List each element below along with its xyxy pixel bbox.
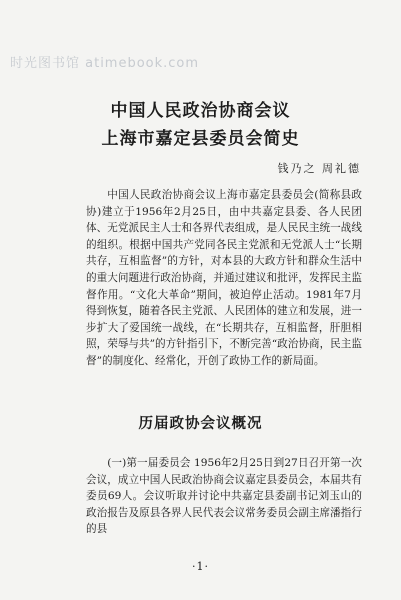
page-number: ·1· [192,560,209,573]
section-heading: 历届政协会议概况 [138,415,263,432]
title-line-2: 上海市嘉定县委员会简史 [101,129,300,149]
watermark: 时光图书馆 atimebook.com [10,56,200,71]
intro-paragraph: 中国人民政治协商会议上海市嘉定县委员会(简称县政协)建立于1956年2月25日，由中共嘉定县委、各人民团体、无党派民主人士和各界代表组成，是人民民主统一战线的组织。根据中国共产党同各民主党派和无党派人士“长期共存，互相监督”的方针，对本县的大政方针和群众生活中的重大问题进行政治协商，并通过建议和批评，发挥民主监督作用。“文化大革命”期间，被迫停止活动。1981年7月得到恢复，随着各民主党派、人民团体的建立和发展，进一步扩大了爱国统一战线，在“长期共存，互相监督，肝胆相照，荣辱与共”的方针指引下，不断完善“政治协商，民主监督”的制度化、经常化，开创了政协工作的新局面。 [86,189,362,367]
authors: 钱乃之 周礼德 [277,162,361,175]
section-paragraph: (一)第一届委员会 1956年2月25日到27日召开第一次会议，成立中国人民政治协商会议嘉定县委员会，本届共有委员69人。会议听取并讨论中共嘉定县委副书记刘玉山的政治报告及原县各界人民代表会议常务委员会副主席潘指行的县 [86,457,362,536]
title-line-1: 中国人民政治协商会议 [110,101,291,121]
